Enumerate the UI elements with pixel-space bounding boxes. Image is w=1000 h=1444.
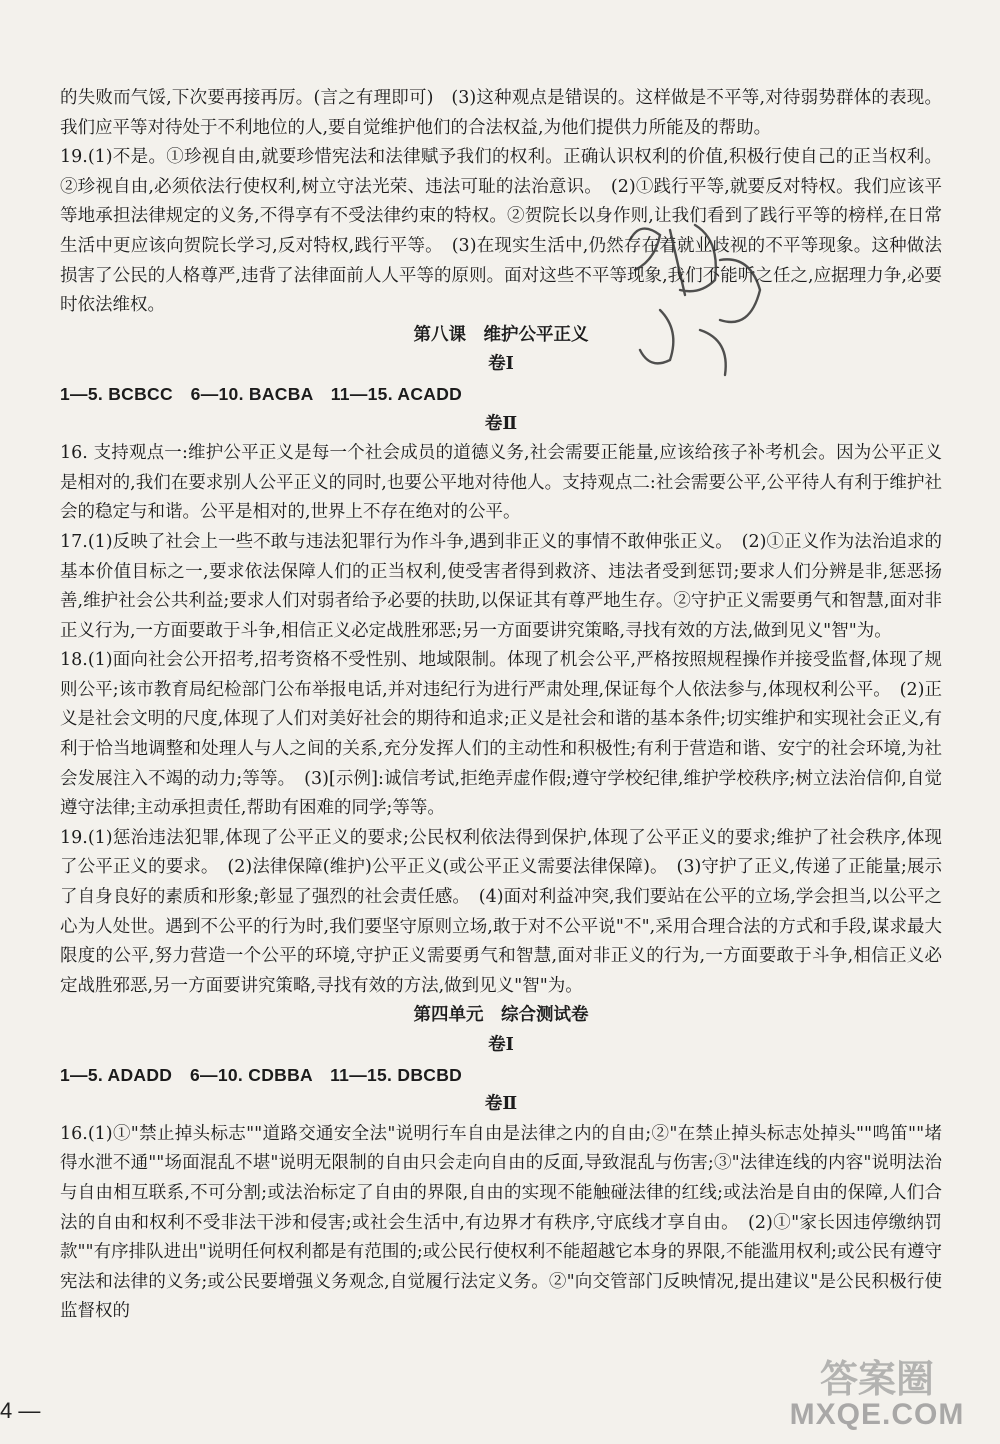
paragraph-q19b: 19.(1)惩治违法犯罪,体现了公平正义的要求;公民权利依法得到保护,体现了公平正义的要求;维护了社会秩序,体现了公平正义的要求。 (2)法律保障(维护)公平正义(或公平正义需要法律保障)。 (3)守护了正义,传递了正能量;展示了自身良好的素质和形象;彰显了强烈的社会责任感。 (4)面对利益冲突,我们要站在公平的立场,学会担当,以公平之心为人处世。遇到不公平的行为时,我们要坚守原则立场,敢于对不公平说"不",采用合理合法的方式和手段,谋求最大限度的公平,努力营造一个公平的环境,守护正义需要勇气和智慧,面对非正义的行为,一方面要敢于斗争,相信正义必定战胜邪恶,另一方面要讲究策略,寻找有效的方法,做到见义"智"为。 xyxy=(60,827,942,996)
section-heading-4: 卷Ⅱ xyxy=(484,1094,518,1115)
section-heading-2: 卷Ⅱ xyxy=(484,413,518,434)
choice-answers-1: 1—5. BCBCC 6—10. BACBA 11—15. ACADD xyxy=(60,383,463,404)
paragraph-q18: 18.(1)面向社会公开招考,招考资格不受性别、地域限制。体现了机会公平,严格按照规程操作并接受监督,体现了规则公平;该市教育局纪检部门公布举报电话,并对违纪行为进行严肃处理,保证每个人依法参与,体现权利公平。 (2)正义是社会文明的尺度,体现了人们对美好社会的期待和追求;正义是社会和谐的基本条件;切实维护和实现社会正义,有利于恰当地调整和处理人与人之间的关系,充分发挥人们的主动性和积极性;有利于营造和谐、安宁的社会环境,为社会发展注入不竭的动力;等等。 (3)[示例]:诚信考试,拒绝弄虚作假;遵守学校纪律,维护学校秩序;树立法治信仰,自觉遵守法律;主动承担责任,帮助有困难的同学;等等。 xyxy=(60,650,942,819)
unit-heading: 第四单元 综合测试卷 xyxy=(413,1005,589,1026)
lesson-heading: 第八课 维护公平正义 xyxy=(413,324,589,345)
answer-content xyxy=(60,84,942,1327)
watermark-logo xyxy=(772,1348,982,1434)
section-heading-1: 卷Ⅰ xyxy=(488,354,514,375)
logo-en-text: MXQE.COM xyxy=(789,1398,965,1431)
logo-cn-text: 答案圈 xyxy=(819,1357,934,1401)
choice-answers-2: 1—5. ADADD 6—10. CDBBA 11—15. DBCBD xyxy=(60,1064,463,1085)
page-number: 4 — xyxy=(0,1398,41,1423)
paragraph-q16b: 16.(1)①"禁止掉头标志""道路交通安全法"说明行车自由是法律之内的自由;②"在禁止掉头标志处掉头""鸣笛""堵得水泄不通""场面混乱不堪"说明无限制的自由只会走向自由的反面,导致混乱与伤害;③"法律连线的内容"说明法治与自由相互联系,不可分割;或法治标定了自由的界限,自由的实现不能触碰法律的红线;或法治是自由的保障,人们合法的自由和权利不受非法干涉和侵害;或社会生活中,有边界才有秩序,守底线才享自由。 (2)①"家长因违停缴纳罚款""有序排队进出"说明任何权利都是有范围的;或公民行使权利不能超越它本身的界限,不能滥用权利;或公民有遵守宪法和法律的义务;或公民要增强义务观念,自觉履行法定义务。②"向交管部门反映情况,提出建议"是公民积极行使监督权的 xyxy=(60,1123,942,1322)
paragraph-q19: 19.(1)不是。①珍视自由,就要珍惜宪法和法律赋予我们的权利。正确认识权利的价值,积极行使自己的正当权利。②珍视自由,必须依法行使权利,树立守法光荣、违法可耻的法治意识。 (2)①践行平等,就要反对特权。我们应该平等地承担法律规定的义务,不得享有不受法律约束的特权。②贺院长以身作则,让我们看到了践行平等的榜样,在日常生活中更应该向贺院长学习,反对特权,践行平等。 (3)在现实生活中,仍然存在着就业歧视的不平等现象。这种做法损害了公民的人格尊严,违背了法律面前人人平等的原则。面对这些不平等现象,我们不能听之任之,应据理力争,必要时依法维权。 xyxy=(60,147,942,316)
paragraph-q16: 16. 支持观点一:维护公平正义是每一个社会成员的道德义务,社会需要正能量,应该给孩子补考机会。因为公平正义是相对的,我们在要求别人公平正义的同时,也要公平地对待他人。支持观点二:社会需要公平,公平待人有利于维护社会的稳定与和谐。公平是相对的,世界上不存在绝对的公平。 xyxy=(60,443,942,523)
paragraph-q17: 17.(1)反映了社会上一些不敢与违法犯罪行为作斗争,遇到非正义的事情不敢伸张正义。 (2)①正义作为法治追求的基本价值目标之一,要求依法保障人们的正当权利,使受害者得到救济、违法者受到惩罚;要求人们分辨是非,惩恶扬善,维护社会公共利益;要求人们对弱者给予必要的扶助,以保证其有尊严地生存。②守护正义需要勇气和智慧,面对非正义行为,一方面要敢于斗争,相信正义必定战胜邪恶;另一方面要讲究策略,寻找有效的方法,做到见义"智"为。 xyxy=(60,531,942,641)
paragraph-continued: 的失败而气馁,下次要再接再厉。(言之有理即可) (3)这种观点是错误的。这样做是不平等,对待弱势群体的表现。我们应平等对待处于不利地位的人,要自觉维护他们的合法权益,为他们提供力所能及的帮助。 xyxy=(60,88,942,138)
section-heading-3: 卷Ⅰ xyxy=(488,1035,514,1055)
